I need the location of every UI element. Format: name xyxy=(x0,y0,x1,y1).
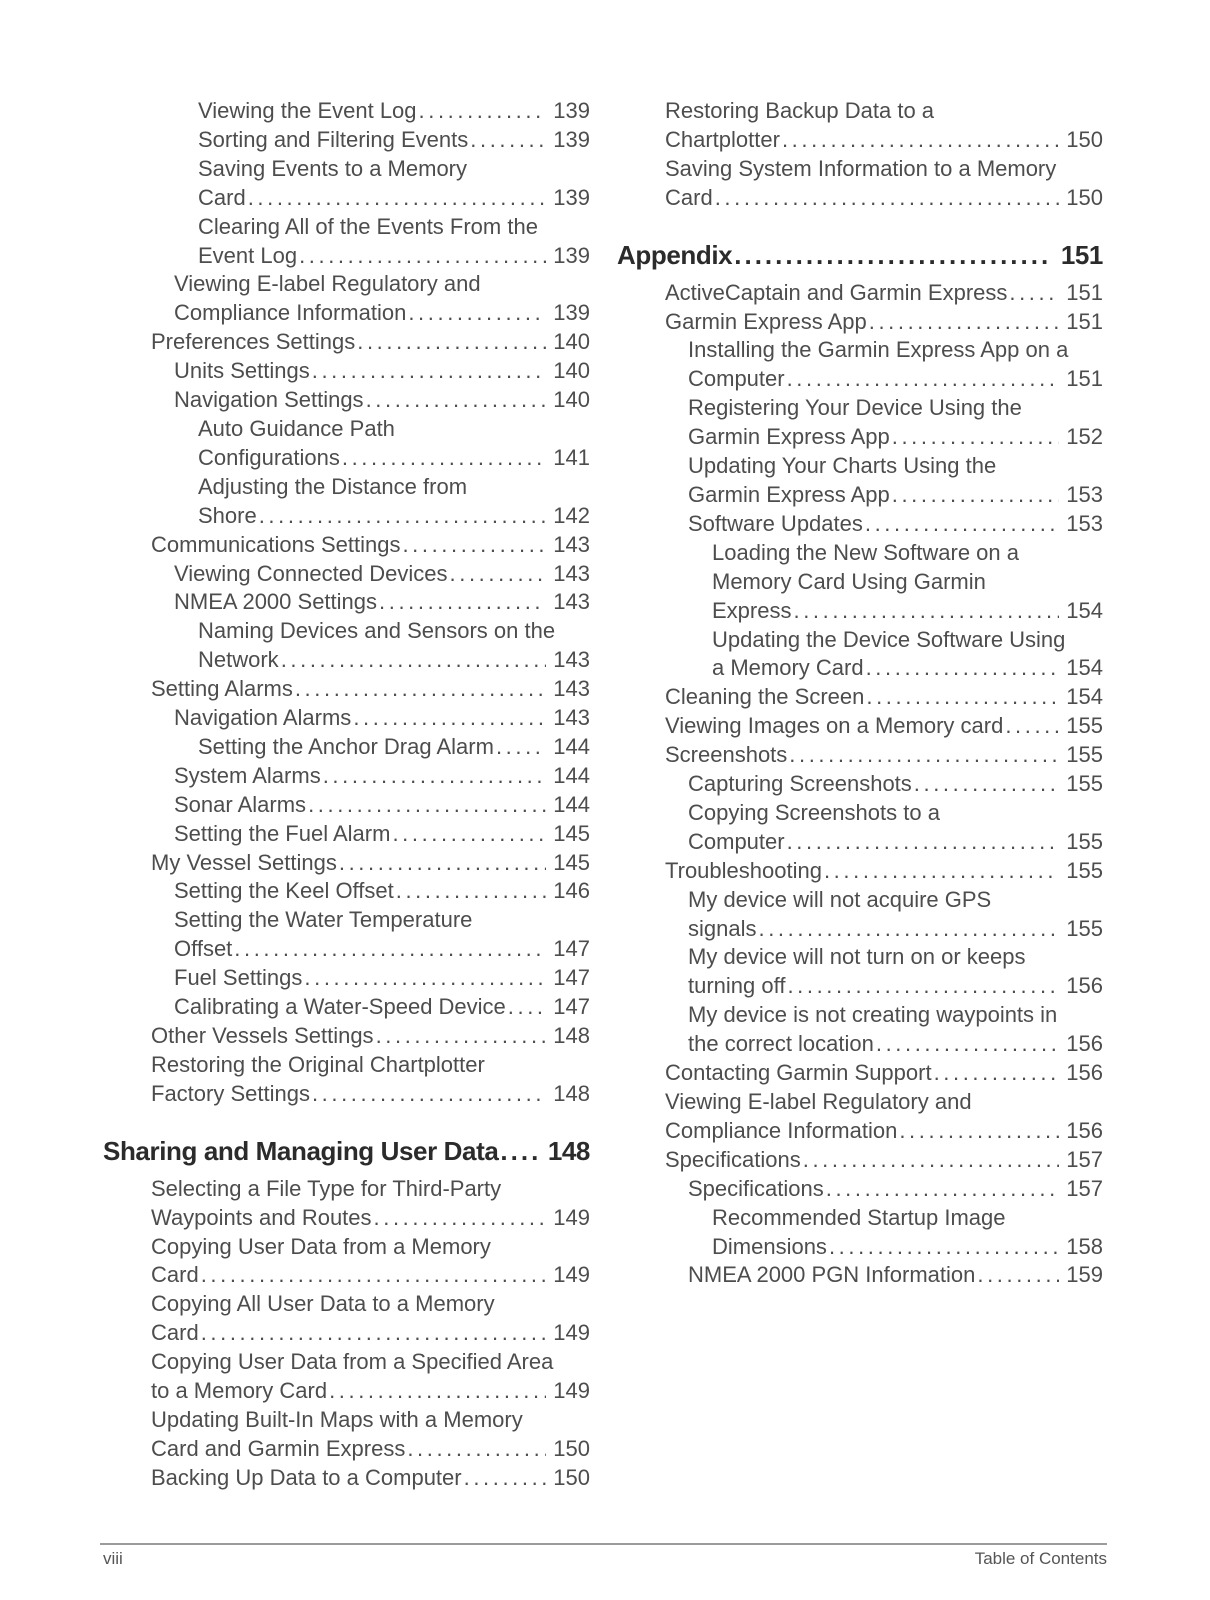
toc-dot-leader xyxy=(339,849,546,878)
footer-page-number: viii xyxy=(103,1549,123,1568)
toc-line: Sorting and Filtering Events xyxy=(198,126,469,152)
toc-entry[interactable] xyxy=(617,97,1103,155)
toc-line: Adjusting the Distance from xyxy=(198,473,468,499)
toc-page-number: 151 xyxy=(1060,239,1103,270)
toc-entry[interactable] xyxy=(103,733,590,762)
toc-line: Fuel Settings xyxy=(174,965,303,991)
toc-entry[interactable] xyxy=(103,791,590,820)
toc-line: Cleaning the Screen xyxy=(665,684,865,710)
toc-entry[interactable] xyxy=(617,279,1103,308)
toc-entry[interactable] xyxy=(617,799,1103,857)
toc-line: Recommended Startup Image xyxy=(712,1204,1006,1230)
toc-line: Copying User Data from a Specified Area xyxy=(151,1349,554,1375)
toc-line: Copying Screenshots to a xyxy=(688,799,940,825)
toc-entry[interactable] xyxy=(103,1233,590,1291)
toc-dot-leader xyxy=(304,964,546,993)
toc-entry[interactable] xyxy=(617,683,1103,712)
toc-page-number: 143 xyxy=(553,676,590,702)
toc-line: My Vessel Settings xyxy=(151,849,337,875)
toc-dot-leader xyxy=(408,299,546,328)
toc-line: Viewing Connected Devices xyxy=(174,560,448,586)
toc-dot-leader xyxy=(259,502,547,531)
toc-dot-leader xyxy=(829,1233,1059,1262)
toc-entry[interactable] xyxy=(103,270,590,328)
toc-entry[interactable] xyxy=(103,357,590,386)
toc-dot-leader xyxy=(366,386,547,415)
toc-line: Clearing All of the Events From the xyxy=(198,213,538,239)
toc-dot-leader xyxy=(201,1261,547,1290)
toc-entry[interactable] xyxy=(617,886,1103,944)
toc-entry[interactable] xyxy=(103,213,590,271)
toc-line: Offset xyxy=(174,936,233,962)
toc-entry[interactable] xyxy=(617,394,1103,452)
toc-entry[interactable] xyxy=(103,97,590,126)
toc-entry[interactable] xyxy=(103,820,590,849)
toc-line: Loading the New Software on a xyxy=(712,539,1019,565)
toc-page-number: 149 xyxy=(553,1262,590,1288)
toc-dot-leader xyxy=(892,481,1060,510)
toc-line: turning off xyxy=(688,973,786,999)
toc-line: Garmin Express App xyxy=(665,308,867,334)
toc-dot-leader xyxy=(899,1117,1059,1146)
toc-page-number: 149 xyxy=(553,1204,590,1230)
toc-dot-leader xyxy=(450,560,547,589)
toc-line: Setting the Anchor Drag Alarm xyxy=(198,733,494,759)
toc-line: Other Vessels Settings xyxy=(151,1023,374,1048)
toc-dot-leader xyxy=(892,423,1060,452)
toc-line: Card xyxy=(665,184,713,210)
toc-section-heading[interactable] xyxy=(103,1133,590,1169)
toc-entry[interactable] xyxy=(103,1051,590,1109)
toc-line: Setting the Fuel Alarm xyxy=(174,820,391,846)
toc-dot-leader xyxy=(734,237,1052,273)
toc-dot-leader xyxy=(787,365,1060,394)
toc-line: Capturing Screenshots xyxy=(688,771,912,797)
toc-page-number: 143 xyxy=(553,589,590,615)
toc-line: Navigation Alarms xyxy=(174,705,352,731)
toc-entry[interactable] xyxy=(617,770,1103,799)
toc-page-number: 143 xyxy=(553,531,590,557)
toc-dot-leader xyxy=(323,762,547,791)
toc-line: Selecting a File Type for Third-Party xyxy=(151,1175,502,1201)
toc-entry[interactable] xyxy=(617,626,1103,684)
toc-line: Factory Settings xyxy=(151,1080,310,1106)
toc-dot-leader xyxy=(977,1261,1059,1290)
toc-page-number: 155 xyxy=(1066,771,1103,797)
toc-entry[interactable] xyxy=(103,328,590,357)
toc-line: Screenshots xyxy=(665,742,788,768)
toc-line: Setting the Keel Offset xyxy=(174,878,394,904)
toc-line: Restoring the Original Chartplotter xyxy=(151,1051,485,1077)
toc-line: Viewing Images on a Memory card xyxy=(665,713,1004,739)
toc-dot-leader xyxy=(308,791,546,820)
toc-page-number: 148 xyxy=(553,1080,590,1106)
toc-line: Card xyxy=(151,1262,199,1288)
toc-line: Memory Card Using Garmin xyxy=(712,568,986,594)
toc-entry[interactable] xyxy=(617,336,1103,394)
toc-dot-leader xyxy=(281,646,547,675)
toc-line: Sonar Alarms xyxy=(174,791,307,817)
toc-line: Registering Your Device Using the xyxy=(688,395,1022,421)
toc-entry[interactable] xyxy=(617,1204,1103,1262)
toc-page-number: 157 xyxy=(1066,1146,1103,1172)
toc-page-number: 148 xyxy=(553,1023,590,1048)
toc-line: signals xyxy=(688,915,757,941)
toc-line: Updating Your Charts Using the xyxy=(688,453,997,479)
toc-column-left xyxy=(103,97,590,1493)
toc-page-number: 140 xyxy=(553,358,590,384)
toc-page-number: 153 xyxy=(1066,510,1103,536)
toc-page-number: 155 xyxy=(1066,828,1103,854)
toc-entry[interactable] xyxy=(103,1022,590,1051)
toc-entry[interactable] xyxy=(103,849,590,878)
toc-page-number: 150 xyxy=(553,1464,590,1490)
toc-page-number: 154 xyxy=(1066,655,1103,681)
toc-dot-leader xyxy=(470,126,546,155)
toc-entry[interactable] xyxy=(103,386,590,415)
toc-page-number: 139 xyxy=(553,300,590,326)
toc-page-number: 158 xyxy=(1066,1233,1103,1259)
toc-dot-leader xyxy=(789,741,1059,770)
toc-entry[interactable] xyxy=(617,452,1103,510)
toc-line: NMEA 2000 PGN Information xyxy=(688,1262,976,1288)
toc-entry[interactable] xyxy=(103,560,590,589)
toc-page-number: 142 xyxy=(553,502,590,528)
toc-line: the correct location xyxy=(688,1031,874,1057)
toc-line: Viewing the Event Log xyxy=(198,98,417,123)
toc-dot-leader xyxy=(299,242,546,271)
toc-dot-leader xyxy=(374,1204,547,1233)
toc-page-number: 147 xyxy=(553,936,590,962)
toc-dot-leader xyxy=(201,1319,547,1348)
toc-page-number: 139 xyxy=(553,242,590,268)
toc-page-number: 139 xyxy=(553,98,590,123)
toc-line: Copying User Data from a Memory xyxy=(151,1233,491,1259)
toc-dot-leader xyxy=(357,328,546,357)
toc-line: Specifications xyxy=(688,1175,824,1201)
toc-page-number: 147 xyxy=(553,994,590,1020)
toc-page-number: 149 xyxy=(553,1320,590,1346)
toc-dot-leader xyxy=(826,1175,1060,1204)
toc-entry[interactable] xyxy=(103,1290,590,1348)
toc-dot-leader xyxy=(353,704,546,733)
toc-dot-leader xyxy=(396,877,547,906)
toc-line: Updating Built-In Maps with a Memory xyxy=(151,1406,523,1432)
toc-page-number: 155 xyxy=(1066,915,1103,941)
toc-page-number: 139 xyxy=(553,126,590,152)
toc-line: Calibrating a Water-Speed Device xyxy=(174,994,506,1020)
toc-page-number: 144 xyxy=(553,791,590,817)
toc-line: a Memory Card xyxy=(712,655,864,681)
toc-page-number: 151 xyxy=(1066,279,1103,305)
toc-dot-leader xyxy=(379,588,546,617)
toc-entry[interactable] xyxy=(617,1088,1103,1146)
toc-line: Preferences Settings xyxy=(151,329,356,355)
footer-section-label: Table of Contents xyxy=(974,1549,1107,1568)
toc-line: My device will not acquire GPS xyxy=(688,886,992,912)
toc-page-number: 154 xyxy=(1066,684,1103,710)
toc-page-number: 155 xyxy=(1066,857,1103,883)
toc-line: Event Log xyxy=(198,242,298,268)
toc-line: Saving Events to a Memory xyxy=(198,155,468,181)
toc-page-number: 139 xyxy=(553,184,590,210)
toc-line: Dimensions xyxy=(712,1233,827,1259)
toc-line: Chartplotter xyxy=(665,126,780,152)
toc-dot-leader xyxy=(866,654,1060,683)
toc-entry[interactable] xyxy=(103,675,590,704)
footer-divider xyxy=(100,1543,1107,1545)
toc-line: Computer xyxy=(688,828,785,854)
toc-dot-leader xyxy=(876,1030,1059,1059)
toc-line: to a Memory Card xyxy=(151,1378,328,1404)
toc-line: My device is not creating waypoints in xyxy=(688,1002,1058,1028)
toc-dot-leader xyxy=(342,444,546,473)
toc-line: Troubleshooting xyxy=(665,857,822,883)
toc-page-number: 145 xyxy=(553,849,590,875)
toc-entry[interactable] xyxy=(103,1175,590,1233)
toc-entry[interactable] xyxy=(617,1175,1103,1204)
toc-page-number: 157 xyxy=(1066,1175,1103,1201)
toc-page-number: 151 xyxy=(1066,366,1103,392)
toc-entry[interactable] xyxy=(103,704,590,733)
toc-page-number: 156 xyxy=(1066,1031,1103,1057)
toc-page-number: 155 xyxy=(1066,713,1103,739)
toc-dot-leader xyxy=(865,510,1059,539)
toc-line: Viewing E-label Regulatory and xyxy=(665,1089,972,1114)
toc-entry[interactable] xyxy=(617,1261,1103,1290)
toc-line: Configurations xyxy=(198,444,340,470)
toc-entry[interactable] xyxy=(103,155,590,213)
toc-line: Backing Up Data to a Computer xyxy=(151,1464,462,1490)
toc-page-number: 144 xyxy=(553,733,590,759)
toc-entry[interactable] xyxy=(617,1059,1103,1088)
toc-dot-leader xyxy=(1009,279,1059,308)
toc-line: My device will not turn on or keeps xyxy=(688,944,1026,970)
toc-line: Express xyxy=(712,597,792,623)
toc-page-number: 150 xyxy=(1066,184,1103,210)
toc-line: Card xyxy=(198,184,246,210)
toc-entry[interactable] xyxy=(103,964,590,993)
toc-dot-leader xyxy=(787,828,1060,857)
toc-dot-leader xyxy=(787,972,1059,1001)
toc-line: ActiveCaptain and Garmin Express xyxy=(665,279,1008,305)
toc-page-number: 143 xyxy=(553,560,590,586)
toc-entry[interactable] xyxy=(103,877,590,906)
toc-dot-leader xyxy=(934,1059,1060,1088)
toc-entry[interactable] xyxy=(103,906,590,964)
toc-line: Computer xyxy=(688,366,785,392)
toc-dot-leader xyxy=(392,820,546,849)
toc-line: Card xyxy=(151,1320,199,1346)
toc-page-number: 149 xyxy=(553,1378,590,1404)
toc-line: System Alarms xyxy=(174,762,321,788)
toc-entry[interactable] xyxy=(617,510,1103,539)
toc-line: Garmin Express App xyxy=(688,424,890,450)
toc-dot-leader xyxy=(803,1146,1060,1175)
toc-dot-leader xyxy=(496,733,546,762)
toc-dot-leader xyxy=(376,1022,547,1051)
toc-line: Navigation Settings xyxy=(174,387,364,413)
toc-dot-leader xyxy=(312,1080,546,1109)
toc-entry[interactable] xyxy=(617,155,1103,213)
toc-entry[interactable] xyxy=(617,712,1103,741)
toc-line: Appendix xyxy=(617,239,733,270)
toc-page-number: 147 xyxy=(553,965,590,991)
toc-dot-leader xyxy=(402,531,546,560)
toc-line: Compliance Information xyxy=(174,300,407,326)
toc-dot-leader xyxy=(782,126,1059,155)
toc-entry[interactable] xyxy=(617,943,1103,1001)
toc-line: Communications Settings xyxy=(151,531,401,557)
toc-page-number: 152 xyxy=(1066,424,1103,450)
toc-dot-leader xyxy=(758,915,1059,944)
toc-column-right xyxy=(617,97,1103,1290)
toc-line: Updating the Device Software Using xyxy=(712,626,1066,652)
toc-dot-leader xyxy=(869,308,1060,337)
toc-entry[interactable] xyxy=(103,1348,590,1406)
toc-dot-leader xyxy=(914,770,1059,799)
toc-page-number: 140 xyxy=(553,387,590,413)
toc-line: Setting the Water Temperature xyxy=(174,907,473,933)
toc-page-number: 151 xyxy=(1066,308,1103,334)
toc-entry[interactable] xyxy=(103,1464,590,1493)
toc-page-number: 150 xyxy=(1066,126,1103,152)
toc-entry[interactable] xyxy=(103,126,590,155)
toc-line: Garmin Express App xyxy=(688,481,890,507)
toc-entry[interactable] xyxy=(617,741,1103,770)
toc-page-number: 148 xyxy=(547,1135,590,1166)
toc-page-number: 143 xyxy=(553,705,590,731)
toc-dot-leader xyxy=(295,675,546,704)
toc-entry[interactable] xyxy=(103,993,590,1022)
toc-dot-leader xyxy=(793,597,1059,626)
toc-line: Compliance Information xyxy=(665,1117,898,1143)
toc-entry[interactable] xyxy=(103,415,590,473)
toc-entry[interactable] xyxy=(617,857,1103,886)
toc-dot-leader xyxy=(824,857,1059,886)
toc-page-number: 150 xyxy=(553,1435,590,1461)
toc-dot-leader xyxy=(419,97,547,126)
toc-dot-leader xyxy=(866,683,1059,712)
toc-line: NMEA 2000 Settings xyxy=(174,589,378,615)
toc-page-number: 143 xyxy=(553,647,590,673)
toc-line: Specifications xyxy=(665,1146,801,1172)
toc-dot-leader xyxy=(508,993,546,1022)
toc-entry[interactable] xyxy=(103,617,590,675)
toc-page-number: 156 xyxy=(1066,1117,1103,1143)
toc-page-number: 144 xyxy=(553,762,590,788)
toc-dot-leader xyxy=(234,935,546,964)
toc-section-heading[interactable] xyxy=(617,237,1103,273)
toc-entry[interactable] xyxy=(103,1406,590,1464)
toc-page-number: 145 xyxy=(553,820,590,846)
toc-entry[interactable] xyxy=(103,588,590,617)
toc-line: Network xyxy=(198,647,279,673)
toc-page-number: 155 xyxy=(1066,742,1103,768)
toc-line: Card and Garmin Express xyxy=(151,1435,406,1461)
toc-dot-leader xyxy=(464,1464,547,1493)
toc-page-number: 140 xyxy=(553,329,590,355)
toc-dot-leader xyxy=(407,1435,546,1464)
toc-entry[interactable] xyxy=(617,539,1103,626)
toc-line: Shore xyxy=(198,502,257,528)
toc-dot-leader xyxy=(248,184,547,213)
toc-line: Sharing and Managing User Data xyxy=(103,1135,499,1166)
toc-line: Units Settings xyxy=(174,358,310,384)
toc-page-number: 154 xyxy=(1066,597,1103,623)
toc-line: Setting Alarms xyxy=(151,676,293,702)
toc-entry[interactable] xyxy=(103,762,590,791)
toc-entry[interactable] xyxy=(617,1146,1103,1175)
toc-entry[interactable] xyxy=(617,308,1103,337)
toc-entry[interactable] xyxy=(103,531,590,560)
toc-line: Restoring Backup Data to a xyxy=(665,98,935,123)
toc-page-number: 156 xyxy=(1066,973,1103,999)
toc-line: Installing the Garmin Express App on a xyxy=(688,337,1069,363)
toc-dot-leader xyxy=(329,1377,546,1406)
toc-page-number: 159 xyxy=(1066,1262,1103,1288)
toc-dot-leader xyxy=(500,1133,538,1169)
toc-line: Copying All User Data to a Memory xyxy=(151,1291,495,1317)
toc-dot-leader xyxy=(1005,712,1059,741)
toc-dot-leader xyxy=(312,357,547,386)
toc-line: Saving System Information to a Memory xyxy=(665,155,1057,181)
toc-line: Software Updates xyxy=(688,510,863,536)
toc-line: Viewing E-label Regulatory and xyxy=(174,271,481,297)
toc-page-number: 146 xyxy=(553,878,590,904)
toc-line: Naming Devices and Sensors on the xyxy=(198,618,556,644)
toc-entry[interactable] xyxy=(617,1001,1103,1059)
toc-line: Contacting Garmin Support xyxy=(665,1060,932,1086)
toc-page-number: 153 xyxy=(1066,481,1103,507)
toc-line: Waypoints and Routes xyxy=(151,1204,372,1230)
toc-dot-leader xyxy=(715,184,1060,213)
toc-page-number: 141 xyxy=(553,444,590,470)
toc-line: Auto Guidance Path xyxy=(198,415,395,441)
toc-entry[interactable] xyxy=(103,473,590,531)
toc-page-number: 156 xyxy=(1066,1060,1103,1086)
